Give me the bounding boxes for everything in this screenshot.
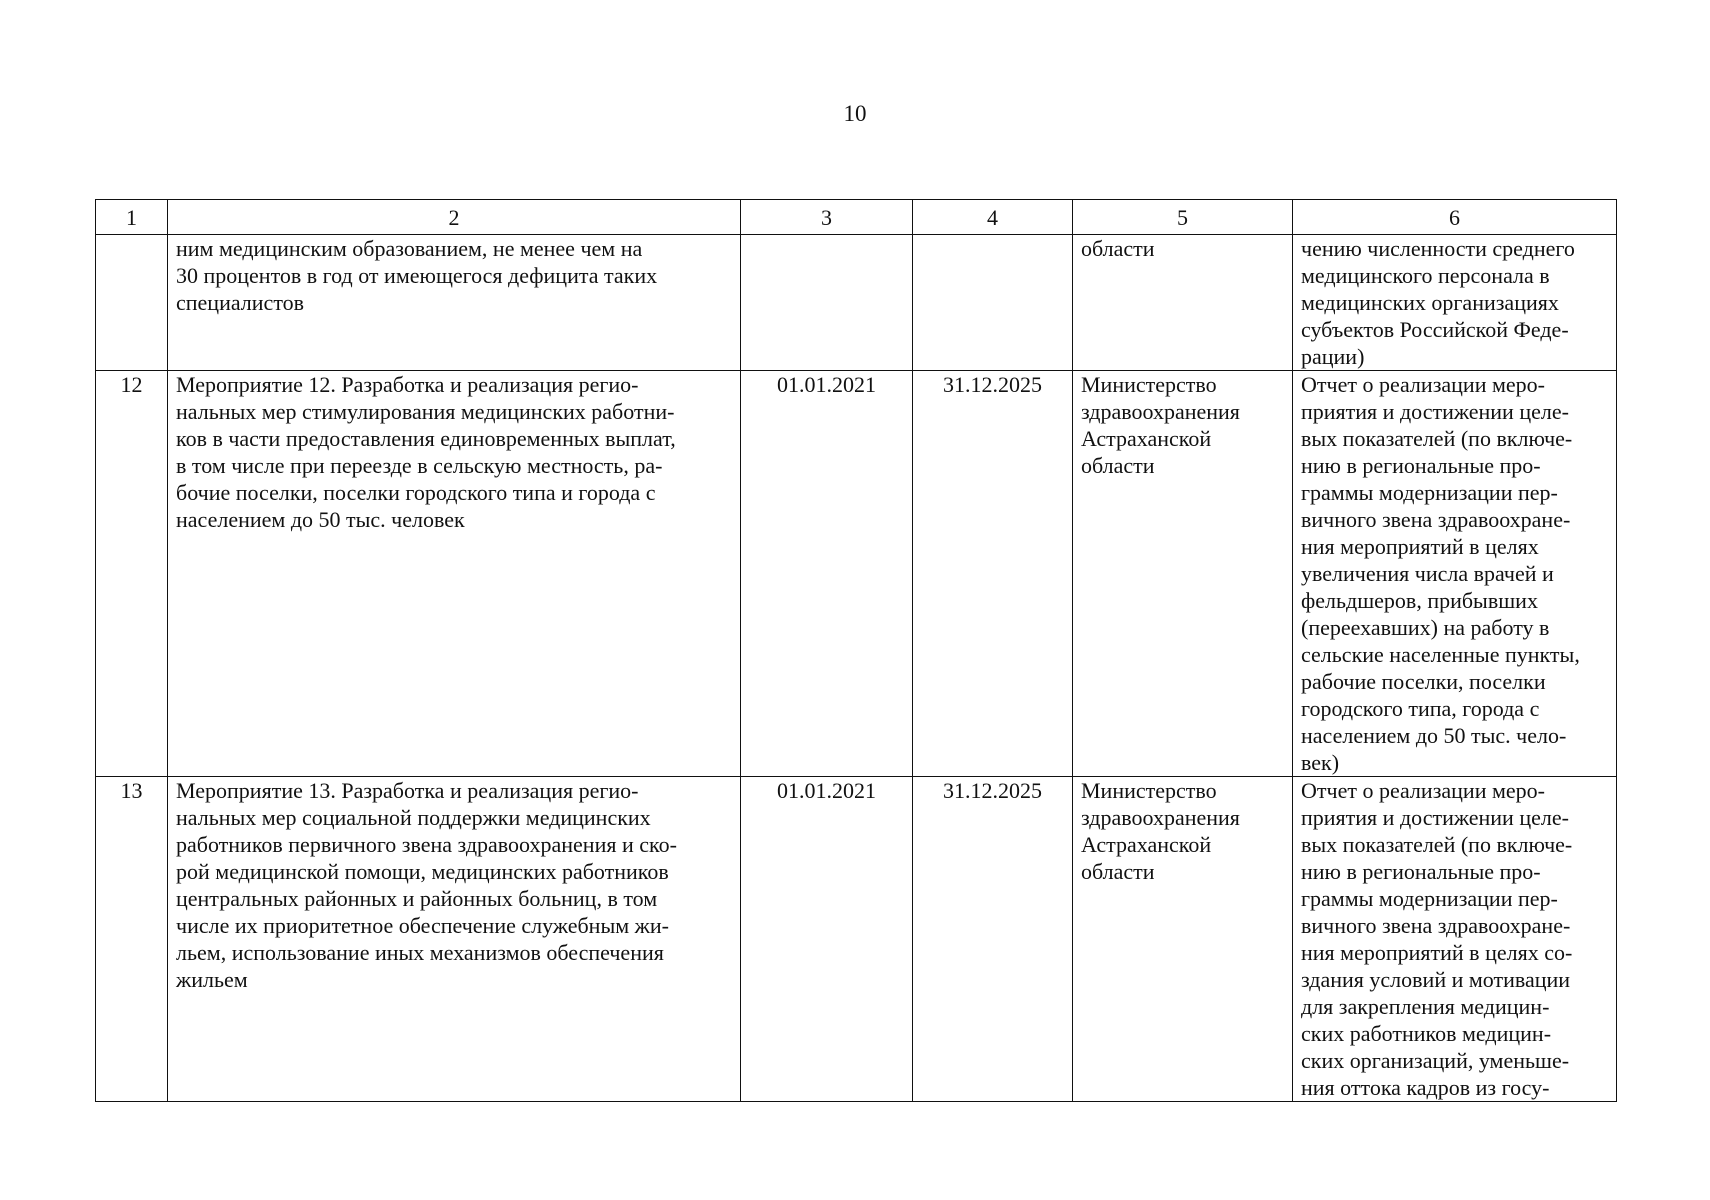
activity-cell — [168, 235, 741, 371]
start-date-cell — [741, 235, 913, 371]
row-number-cell — [96, 235, 168, 371]
column-header-6: 6 — [1293, 200, 1617, 235]
result-text: Отчет о реализации меро- приятия и достижении целе- вых показателей (по включе- нию в региональные про- граммы модернизации пер- вичного звена здравоохране- ния мероприятий в целях со- здания условий и мотивации для закрепления медицин- ских работников медицин- ских организаций, уменьше- ния оттока кадров из госу- — [1301, 778, 1573, 1100]
start-date-cell: 01.01.2021 — [741, 777, 913, 1102]
activity-cell — [168, 371, 741, 777]
activity-text: Мероприятие 13. Разработка и реализация регио- нальных мер социальной поддержки медицинских работников первичного звена здравоохранения и ско- рой медицинской помощи, медицинских работников центральных районных и районных больниц, в том числе их приоритетное обеспечение служебным жи- льем, использование иных механизмов обеспечения жильем — [176, 778, 677, 992]
result-cell — [1293, 371, 1617, 777]
executor-text: Министерство здравоохранения Астраханской области — [1081, 372, 1240, 478]
end-date-cell: 31.12.2025 — [913, 777, 1073, 1102]
column-header-5: 5 — [1073, 200, 1293, 235]
table-row — [96, 371, 1617, 777]
end-date-cell — [913, 235, 1073, 371]
executor-cell — [1073, 235, 1293, 371]
executor-text: области — [1081, 236, 1155, 261]
executor-text: Министерство здравоохранения Астраханской области — [1081, 778, 1240, 884]
activities-table — [95, 199, 1617, 1102]
end-date-cell: 31.12.2025 — [913, 371, 1073, 777]
result-cell — [1293, 777, 1617, 1102]
start-date-cell: 01.01.2021 — [741, 371, 913, 777]
row-number-cell: 12 — [96, 371, 168, 777]
column-header-2: 2 — [168, 200, 741, 235]
table-header-row — [96, 200, 1617, 235]
executor-cell — [1073, 777, 1293, 1102]
row-number-cell: 13 — [96, 777, 168, 1102]
table-row — [96, 235, 1617, 371]
executor-cell — [1073, 371, 1293, 777]
activity-text: Мероприятие 12. Разработка и реализация регио- нальных мер стимулирования медицинских работни- ков в части предоставления единовременных выплат, в том числе при переезде в сельскую местность, ра- бочие поселки, поселки городского типа и города с населением до 50 тыс. человек — [176, 372, 676, 532]
activity-cell — [168, 777, 741, 1102]
table-row — [96, 777, 1617, 1102]
result-text: чению численности среднего медицинского персонала в медицинских организациях субъектов Российской Феде- рации) — [1301, 236, 1575, 369]
column-header-1: 1 — [96, 200, 168, 235]
column-header-3: 3 — [741, 200, 913, 235]
activity-text: ним медицинским образованием, не менее чем на 30 процентов в год от имеющегося дефицита таких специалистов — [176, 236, 658, 315]
result-cell — [1293, 235, 1617, 371]
column-header-4: 4 — [913, 200, 1073, 235]
result-text: Отчет о реализации меро- приятия и достижении целе- вых показателей (по включе- нию в региональные про- граммы модернизации пер- вичного звена здравоохране- ния мероприятий в целях увеличения числа врачей и фельдшеров, прибывших (переехавших) на работу в сельские населенные пункты, рабочие поселки, поселки городского типа, города с населением до 50 тыс. чело- век) — [1301, 372, 1580, 775]
page-number: 10 — [843, 101, 867, 126]
